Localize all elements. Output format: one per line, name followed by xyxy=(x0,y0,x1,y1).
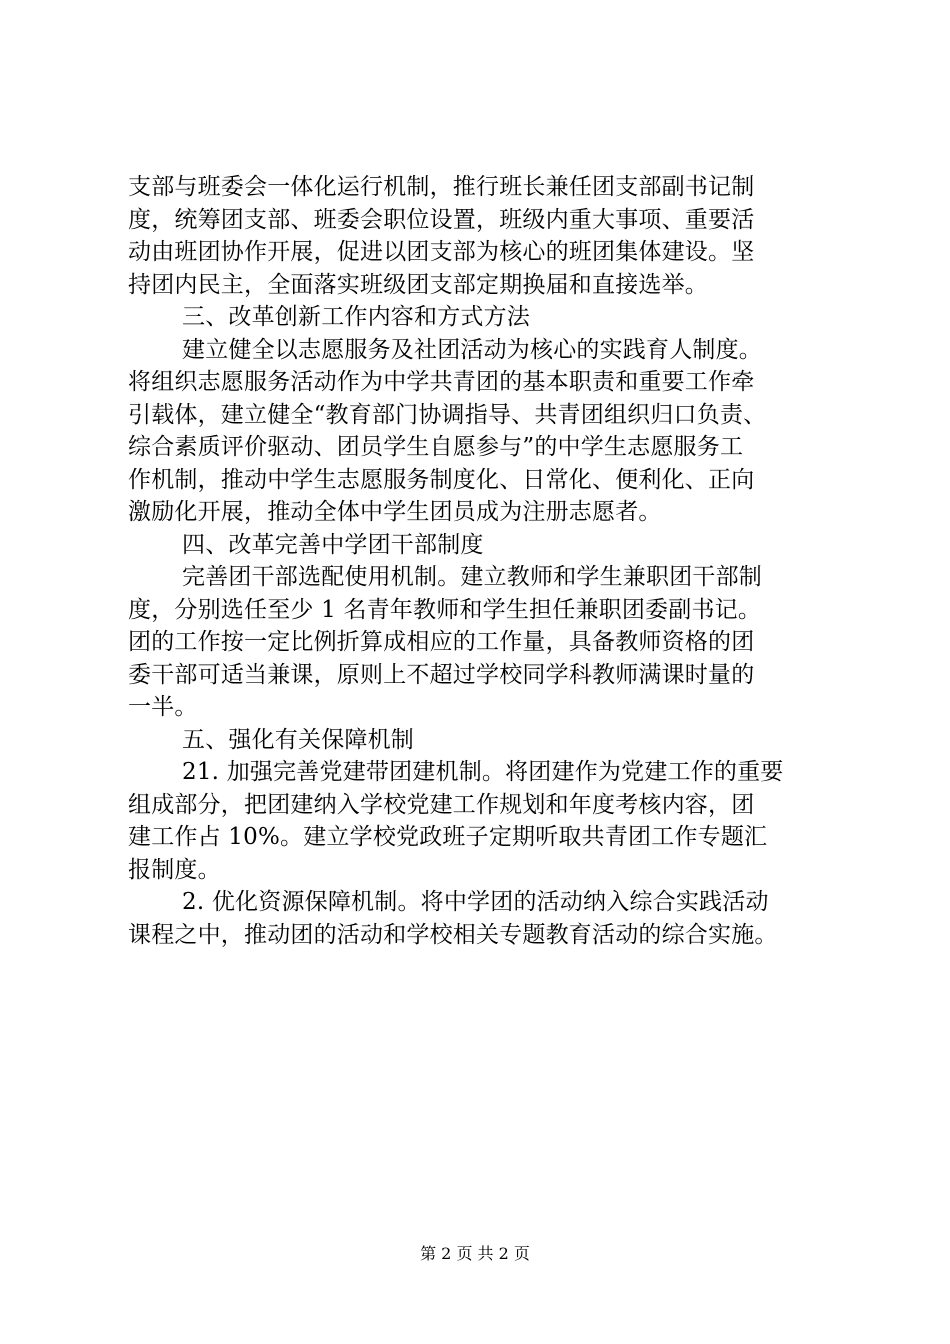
paragraph-line: 动由班团协作开展，促进以团支部为核心的班团集体建设。坚 xyxy=(128,239,755,265)
paragraph-line: 一半。 xyxy=(128,694,198,720)
paragraph-line: 21. 加强完善党建带团建机制。将团建作为党建工作的重要 xyxy=(182,759,784,785)
paragraph-line: 度，统筹团支部、班委会职位设置，班级内重大事项、重要活 xyxy=(128,206,755,233)
paragraph-line: 2. 优化资源保障机制。将中学团的活动纳入综合实践活动 xyxy=(182,889,769,915)
paragraph-line: 激励化开展，推动全体中学生团员成为注册志愿者。 xyxy=(128,499,662,525)
section-heading: 三、改革创新工作内容和方式方法 xyxy=(182,304,530,330)
paragraph-line: 综合素质评价驱动、团员学生自愿参与”的中学生志愿服务工 xyxy=(128,434,744,460)
document-body xyxy=(128,171,840,951)
paragraph-line: 引载体，建立健全“教育部门协调指导、共青团组织归口负责、 xyxy=(128,401,767,428)
paragraph-line: 持团内民主，全面落实班级团支部定期换届和直接选举。 xyxy=(128,271,708,298)
paragraph-line: 报制度。 xyxy=(128,856,221,883)
paragraph-line: 组成部分，把团建纳入学校党建工作规划和年度考核内容，团 xyxy=(128,791,755,818)
section-heading: 五、强化有关保障机制 xyxy=(182,726,414,753)
paragraph-line: 委干部可适当兼课，原则上不超过学校同学科教师满课时量的 xyxy=(128,661,755,688)
section-heading: 四、改革完善中学团干部制度 xyxy=(182,531,484,558)
paragraph-line: 作机制，推动中学生志愿服务制度化、日常化、便利化、正向 xyxy=(128,466,755,493)
paragraph-line: 建立健全以志愿服务及社团活动为核心的实践育人制度。 xyxy=(182,336,762,363)
paragraph-line: 课程之中，推动团的活动和学校相关专题教育活动的综合实施。 xyxy=(128,921,778,948)
page-footer: 第 2 页 共 2 页 xyxy=(420,1244,530,1263)
paragraph-line: 建工作占 10%。建立学校党政班子定期听取共青团工作专题汇 xyxy=(128,824,768,850)
paragraph-line: 支部与班委会一体化运行机制，推行班长兼任团支部副书记制 xyxy=(128,174,755,200)
paragraph-line: 完善团干部选配使用机制。建立教师和学生兼职团干部制 xyxy=(182,564,762,590)
paragraph-line: 将组织志愿服务活动作为中学共青团的基本职责和重要工作牵 xyxy=(128,369,755,395)
paragraph-line: 团的工作按一定比例折算成相应的工作量，具备教师资格的团 xyxy=(128,629,755,655)
paragraph-line: 度，分别选任至少 1 名青年教师和学生担任兼职团委副书记。 xyxy=(128,596,762,623)
